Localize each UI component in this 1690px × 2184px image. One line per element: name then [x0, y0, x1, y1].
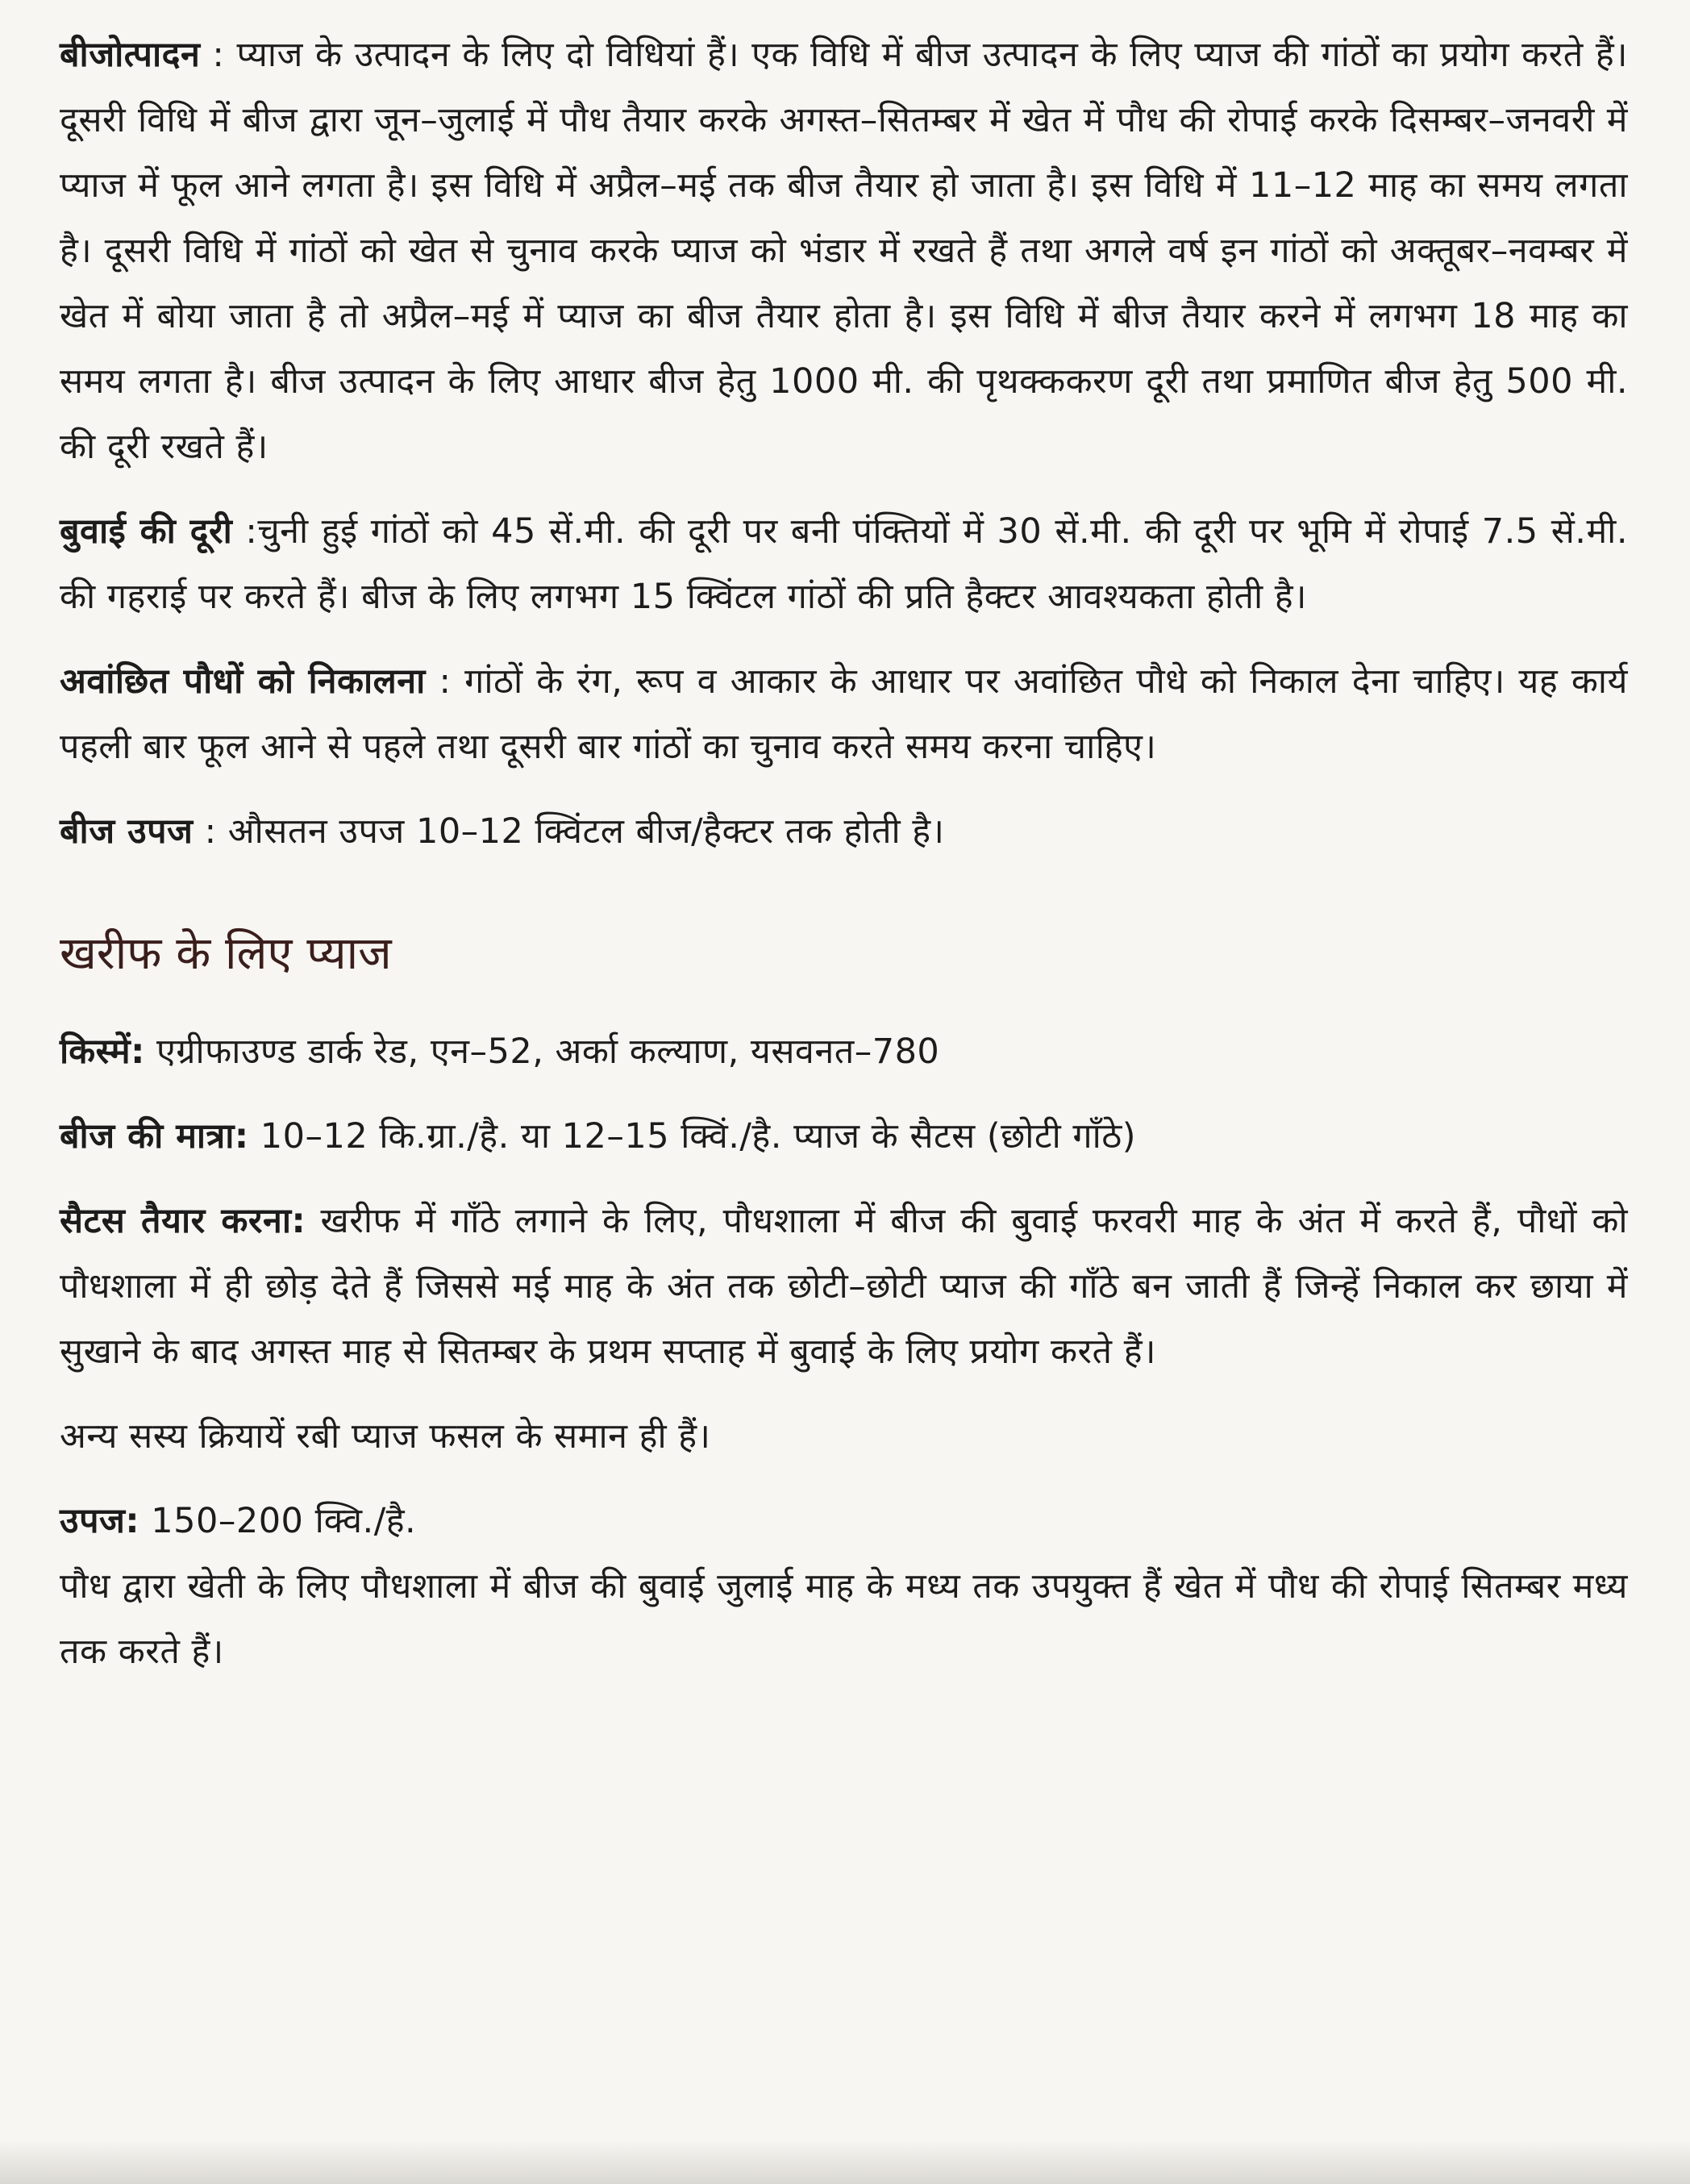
varieties-label: किस्में: — [60, 1032, 145, 1072]
seed-yield-label: बीज उपज — [60, 811, 194, 852]
seed-quantity-text: 10–12 कि.ग्रा./है. या 12–15 क्विं./है. प्याज के सैटस (छोटी गाँठे) — [248, 1116, 1136, 1157]
sets-preparation-paragraph — [60, 1189, 1628, 1385]
rogueing-paragraph — [60, 649, 1628, 780]
rogueing-text: : गांठों के रंग, रूप व आकार के आधार पर अवांछित पौधे को निकाल देना चाहिए। यह कार्य पहली बार फूल आने से पहले तथा दूसरी बार गांठों का चुनाव करते समय करना चाहिए। — [60, 661, 1628, 767]
seed-yield-paragraph — [60, 799, 1628, 865]
nursery-note-paragraph: पौध द्वारा खेती के लिए पौधशाला में बीज की बुवाई जुलाई माह के मध्य तक उपयुक्त हैं खेत में पौध की रोपाई सितम्बर मध्य तक करते हैं। — [60, 1566, 1628, 1672]
seed-quantity-line — [60, 1104, 1628, 1169]
yield-text: 150–200 क्वि./है. — [139, 1501, 417, 1541]
varieties-text: एग्रीफाउण्ड डार्क रेड, एन–52, अर्का कल्याण, यसवनत–780 — [144, 1032, 940, 1072]
sowing-distance-text: :चुनी हुई गांठों को 45 सें.मी. की दूरी पर बनी पंक्तियों में 30 सें.मी. की दूरी पर भूमि में रोपाई 7.5 सें.मी. की गहराई पर करते हैं। बीज के लिए लगभग 15 क्विंटल गांठों की प्रति हैक्टर आवश्यकता होती है। — [60, 511, 1628, 617]
seed-yield-text: : औसतन उपज 10–12 क्विंटल बीज/हैक्टर तक होती है। — [193, 811, 945, 852]
sets-preparation-text: खरीफ में गाँठे लगाने के लिए, पौधशाला में बीज की बुवाई फरवरी माह के अंत में करते हैं, पौधों को पौधशाला में ही छोड़ देते हैं जिससे मई माह के अंत तक छोटी–छोटी प्याज की गाँठे बन जाती हैं जिन्हें निकाल कर छाया में सुखाने के बाद अगस्त माह से सितम्बर के प्रथम सप्ताह में बुवाई के लिए प्रयोग करते हैं। — [60, 1201, 1629, 1372]
yield-label: उपज: — [60, 1501, 140, 1541]
rogueing-label: अवांछित पौधों को निकालना — [60, 661, 426, 702]
kharif-heading: खरीफ के लिए प्याज — [60, 927, 392, 980]
sowing-distance-label: बुवाई की दूरी — [60, 511, 233, 552]
seed-production-label: बीजोत्पादन — [60, 35, 201, 75]
seed-production-paragraph — [60, 23, 1628, 480]
sowing-distance-paragraph — [60, 499, 1628, 630]
seed-quantity-label: बीज की मात्रा: — [60, 1116, 249, 1157]
varieties-line — [60, 1019, 1628, 1085]
seed-production-text: : प्याज के उत्पादन के लिए दो विधियां हैं। एक विधि में बीज उत्पादन के लिए प्याज की गांठों का प्रयोग करते हैं। दूसरी विधि में बीज द्वारा जून–जुलाई में पौध तैयार करके अगस्त–सितम्बर में खेत में पौध की रोपाई करके दिसम्बर–जनवरी में प्याज में फूल आने लगता है। इस विधि में अप्रैल–मई तक बीज तैयार हो जाता है। इस विधि में 11–12 माह का समय लगता है। दूसरी विधि में गांठों को खेत से चुनाव करके प्याज को भंडार में रखते हैं तथा अगले वर्ष इन गांठों को अक्तूबर–नवम्बर में खेत में बोया जाता है तो अप्रैल–मई में प्याज का बीज तैयार होता है। इस विधि में बीज तैयार करने में लगभग 18 माह का समय लगता है। बीज उत्पादन के लिए आधार बीज हेतु 1000 मी. की पृथक्ककरण दूरी तथा प्रमाणित बीज हेतु 500 मी. की दूरी रखते हैं। — [60, 35, 1629, 467]
document-page — [60, 23, 1628, 2152]
other-operations-line: अन्य सस्य क्रियायें रबी प्याज फसल के समान ही हैं। — [60, 1416, 711, 1457]
page-edge-shadow — [0, 2140, 1690, 2184]
sets-preparation-label: सैटस तैयार करना: — [60, 1201, 306, 1241]
yield-line — [60, 1489, 1628, 1554]
